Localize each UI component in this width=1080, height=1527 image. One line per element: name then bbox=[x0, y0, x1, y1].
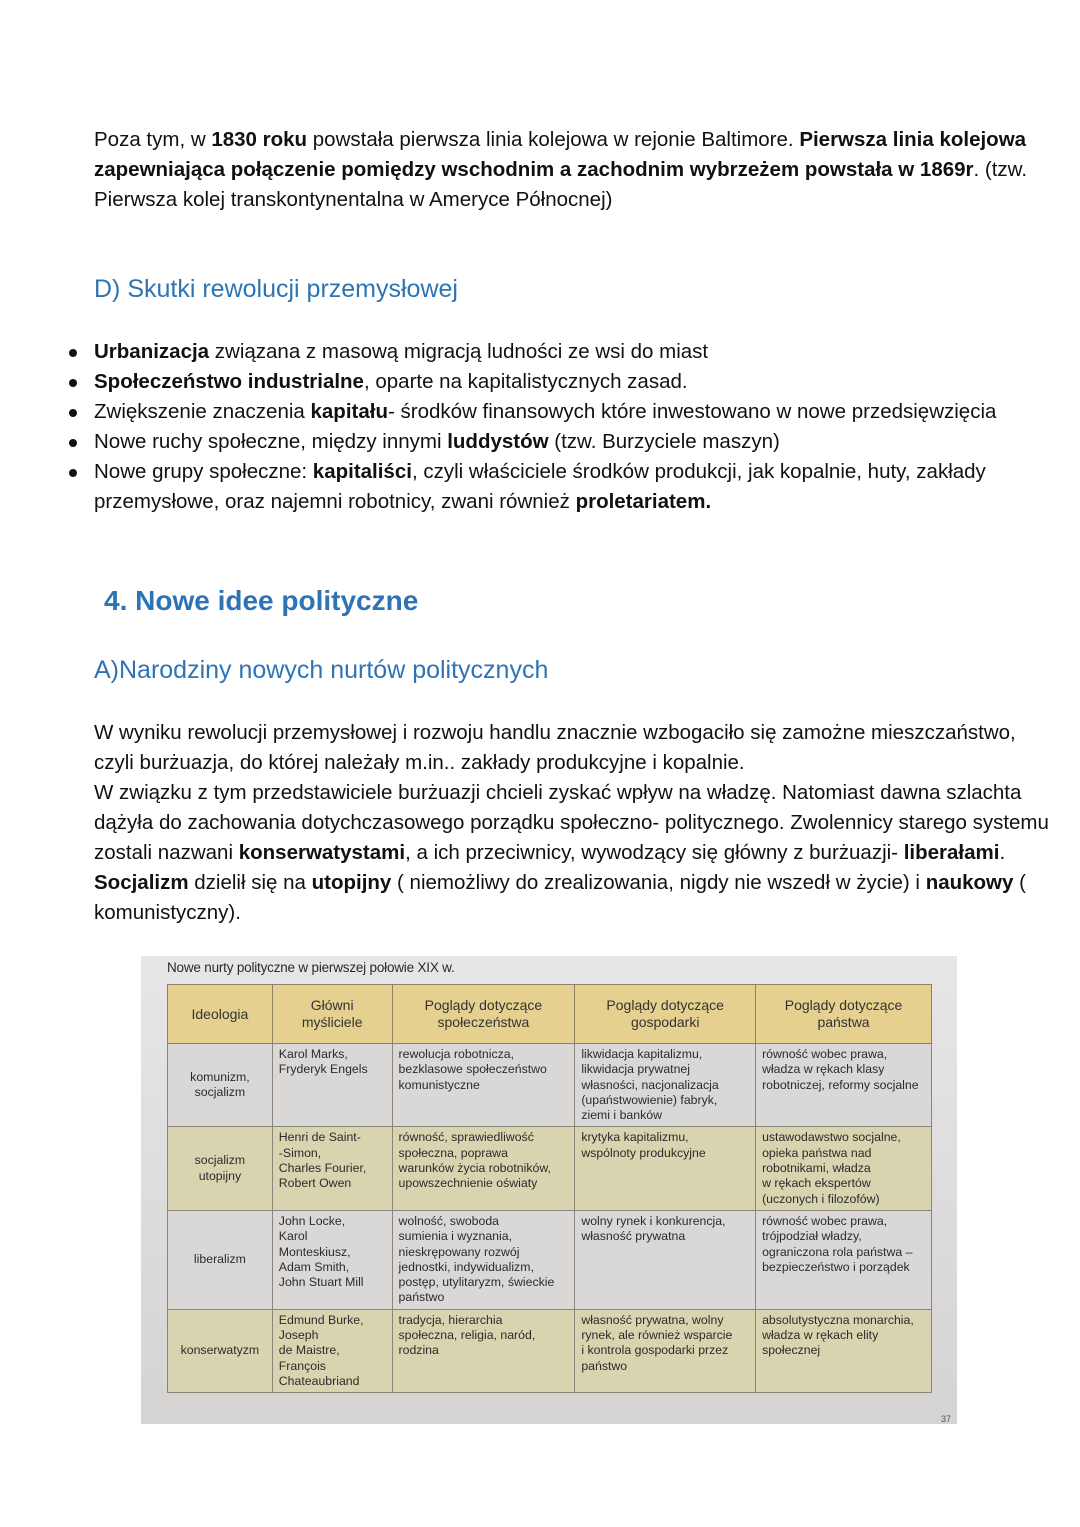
cell-text: Ideologia bbox=[191, 1005, 249, 1022]
cell-text: Karol Marks, bbox=[278, 1047, 348, 1061]
list-item bbox=[60, 397, 1060, 427]
cell-text: państwa bbox=[817, 1014, 870, 1030]
cell-text: społecznej bbox=[762, 1343, 821, 1358]
bullet-icon bbox=[69, 409, 77, 417]
bold-text: Socjalizm bbox=[94, 871, 189, 894]
table-cell bbox=[392, 1309, 575, 1392]
cell-text: (upaństwowienie) fabryk, bbox=[581, 1092, 718, 1107]
political-currents-paragraph bbox=[94, 718, 1054, 928]
text-run: , czyli właściciele środków produkcji, jak kopalnie, huty, zakłady przemysłowe, oraz najemni robotnicy, zwani również bbox=[94, 460, 986, 513]
cell-text: Fryderyk Engels bbox=[278, 1062, 368, 1077]
cell-text: wolny rynek i konkurencja, bbox=[581, 1213, 726, 1228]
cell-text: robotniczej, reformy socjalne bbox=[762, 1077, 919, 1092]
cell-text: likwidacja prywatnej bbox=[581, 1062, 690, 1077]
cell-text: Karol bbox=[278, 1229, 308, 1244]
bold-text: Społeczeństwo industrialne bbox=[94, 370, 364, 393]
cell-text: trójpodział władzy, bbox=[762, 1229, 862, 1244]
ideology-cell bbox=[168, 1127, 273, 1210]
cell-text: absolutystyczna monarchia, bbox=[762, 1312, 914, 1327]
bullet-icon bbox=[69, 379, 77, 387]
cell-text: tradycja, hierarchia bbox=[398, 1312, 503, 1327]
list-item bbox=[60, 337, 1060, 367]
cell-text: opieka państwa nad bbox=[762, 1145, 872, 1160]
cell-text: własność prywatna bbox=[581, 1229, 686, 1244]
table-cell bbox=[272, 1309, 392, 1392]
bold-text: Pierwsza linia kolejowa zapewniająca połączenie pomiędzy wschodnim a zachodnim wybrzeżem powstała w 1869r bbox=[94, 128, 1027, 181]
table-cell bbox=[756, 1309, 932, 1392]
cell-text: ziemi i banków bbox=[581, 1108, 662, 1123]
bold-text: 1830 roku bbox=[211, 128, 308, 151]
ideologies-table bbox=[167, 984, 932, 1393]
cell-text: społeczna, religia, naród, bbox=[398, 1328, 536, 1343]
ideology-cell bbox=[168, 1309, 273, 1392]
table-cell bbox=[575, 1044, 756, 1127]
ideology-cell bbox=[168, 1044, 273, 1127]
text-run: (tzw. Burzyciele maszyn) bbox=[548, 430, 780, 453]
text-run: Zwiększenie znaczenia bbox=[94, 400, 311, 423]
cell-text: równość wobec prawa, bbox=[762, 1047, 888, 1061]
table-cell bbox=[756, 1210, 932, 1309]
text-run: ( komunistyczny). bbox=[94, 871, 1026, 924]
effects-bullet-list bbox=[60, 337, 1060, 517]
cell-text: sumienia i wyznania, bbox=[398, 1229, 512, 1244]
table-cell bbox=[272, 1210, 392, 1309]
column-header bbox=[392, 985, 575, 1044]
cell-text: Monteskiusz, bbox=[278, 1244, 351, 1259]
text-run: powstała pierwsza linia kolejowa w rejonie Baltimore. bbox=[307, 128, 800, 151]
cell-text: myśliciele bbox=[301, 1014, 363, 1030]
table-cell bbox=[272, 1044, 392, 1127]
cell-text: równość wobec prawa, bbox=[762, 1213, 888, 1228]
cell-text: społeczeństwa bbox=[437, 1014, 530, 1030]
textbook-table-photo bbox=[141, 956, 957, 1424]
cell-text: równość, sprawiedliwość bbox=[398, 1130, 534, 1145]
table-cell bbox=[756, 1044, 932, 1127]
text-run: . (tzw. Pierwsza kolej transkontynentalna w Ameryce Północnej) bbox=[94, 158, 1028, 211]
cell-text: Joseph bbox=[278, 1328, 319, 1343]
page-number: 37 bbox=[940, 1414, 951, 1424]
table-cell bbox=[392, 1044, 575, 1127]
cell-text: własność prywatna, wolny bbox=[581, 1312, 724, 1327]
cell-text: Poglądy dotyczące bbox=[606, 997, 724, 1013]
cell-text: Główni bbox=[310, 997, 354, 1013]
cell-text: Robert Owen bbox=[278, 1176, 352, 1191]
text-run: , oparte na kapitalistycznych zasad. bbox=[363, 370, 688, 393]
bullet-icon bbox=[69, 469, 77, 477]
cell-text: rodzina bbox=[398, 1343, 439, 1358]
cell-text: postęp, utylitaryzm, świeckie bbox=[398, 1275, 555, 1290]
cell-text: likwidacja kapitalizmu, bbox=[581, 1047, 703, 1061]
cell-text: ustawodawstwo socjalne, bbox=[762, 1130, 901, 1145]
table-header-row bbox=[168, 985, 932, 1044]
cell-text: liberalizm bbox=[193, 1252, 246, 1267]
column-header bbox=[168, 985, 273, 1044]
cell-text: państwo bbox=[581, 1358, 628, 1373]
cell-text: John Stuart Mill bbox=[278, 1275, 364, 1290]
cell-text: rynek, ale również wsparcie bbox=[581, 1328, 733, 1343]
text-run: W związku z tym przedstawiciele burżuazji chcieli zyskać wpływ na władzę. Natomiast dawna szlachta dążyła do zachowania dotychczasowego porządku społeczno- politycznego. Zwolennicy starego systemu zostali nazwani bbox=[94, 781, 1049, 864]
cell-text: komunizm, bbox=[190, 1069, 250, 1084]
text-run: Nowe grupy społeczne: bbox=[94, 460, 313, 483]
cell-text: Chateaubriand bbox=[278, 1373, 360, 1388]
bold-text: naukowy bbox=[925, 871, 1014, 894]
text-run: W wyniku rewolucji przemysłowej i rozwoju handlu znacznie wzbogaciło się zamożne mieszczaństwo, czyli burżuazja, do której należały m.in.. zakłady produkcyjne i kopalnie. bbox=[94, 721, 1016, 774]
ideology-cell bbox=[168, 1210, 273, 1309]
table-cell bbox=[575, 1127, 756, 1210]
text-run: Nowe ruchy społeczne, między innymi bbox=[94, 430, 448, 453]
list-item bbox=[60, 457, 1060, 517]
cell-text: wolność, swoboda bbox=[398, 1213, 500, 1228]
text-run: dzielił się na bbox=[188, 871, 312, 894]
cell-text: warunków życia robotników, bbox=[398, 1161, 551, 1176]
section-4-heading: 4. Nowe idee polityczne bbox=[104, 585, 419, 616]
cell-text: gospodarki bbox=[630, 1014, 700, 1030]
table-row bbox=[168, 1210, 932, 1309]
table-row bbox=[168, 1127, 932, 1210]
cell-text: Adam Smith, bbox=[278, 1259, 350, 1274]
cell-text: upowszechnienie oświaty bbox=[398, 1176, 538, 1191]
table-cell bbox=[575, 1309, 756, 1392]
cell-text: jednostki, indywidualizm, bbox=[398, 1259, 534, 1274]
text-run: związana z masową migracją ludności ze wsi do miast bbox=[209, 340, 709, 363]
cell-text: społeczna, poprawa bbox=[398, 1145, 508, 1160]
cell-text: Edmund Burke, bbox=[278, 1312, 364, 1327]
section-d-heading: D) Skutki rewolucji przemysłowej bbox=[94, 275, 458, 303]
bold-text: konserwatystami bbox=[238, 841, 406, 864]
cell-text: władza w rękach klasy bbox=[762, 1062, 885, 1077]
table-row bbox=[168, 1309, 932, 1392]
cell-text: i kontrola gospodarki przez bbox=[581, 1343, 729, 1358]
cell-text: bezpieczeństwo i porządek bbox=[762, 1259, 910, 1274]
list-item bbox=[60, 427, 1060, 457]
table-row bbox=[168, 1044, 932, 1127]
cell-text: konserwatyzm bbox=[180, 1343, 260, 1358]
table-cell bbox=[575, 1210, 756, 1309]
bullet-icon bbox=[69, 349, 77, 357]
text-run: , a ich przeciwnicy, wywodzący się główny z burżuazji- bbox=[405, 841, 904, 864]
bullet-icon bbox=[69, 439, 77, 447]
section-4a-subheading: A)Narodziny nowych nurtów politycznych bbox=[94, 656, 549, 684]
cell-text: Henri de Saint- bbox=[278, 1130, 361, 1145]
cell-text: władza w rękach elity bbox=[762, 1328, 879, 1343]
cell-text: państwo bbox=[398, 1290, 445, 1305]
text-run: . bbox=[999, 841, 1006, 864]
cell-text: John Locke, bbox=[278, 1213, 346, 1228]
cell-text: rewolucja robotnicza, bbox=[398, 1047, 515, 1061]
bold-text: utopijny bbox=[311, 871, 392, 894]
cell-text: Poglądy dotyczące bbox=[424, 997, 543, 1013]
cell-text: własności, nacjonalizacja bbox=[581, 1077, 719, 1092]
cell-text: utopijny bbox=[198, 1168, 242, 1183]
list-item bbox=[60, 367, 1060, 397]
text-run: - środków finansowych które inwestowano w nowe przedsięwzięcia bbox=[387, 400, 997, 423]
cell-text: ograniczona rola państwa – bbox=[762, 1244, 913, 1259]
cell-text: de Maistre, bbox=[278, 1343, 340, 1358]
bold-text: Urbanizacja bbox=[94, 340, 210, 363]
cell-text: bezklasowe społeczeństwo bbox=[398, 1062, 547, 1077]
column-header bbox=[575, 985, 756, 1044]
column-header bbox=[272, 985, 392, 1044]
cell-text: wspólnoty produkcyjne bbox=[581, 1145, 706, 1160]
cell-text: nieskrępowany rozwój bbox=[398, 1244, 520, 1259]
cell-text: w rękach ekspertów bbox=[762, 1176, 871, 1191]
cell-text: socjalizm bbox=[194, 1153, 246, 1168]
cell-text: robotnikami, władza bbox=[762, 1161, 871, 1176]
cell-text: (uczonych i filozofów) bbox=[762, 1191, 880, 1206]
bold-text: kapitaliści bbox=[312, 460, 412, 483]
bold-text: luddystów bbox=[447, 430, 549, 453]
cell-text: komunistyczne bbox=[398, 1077, 480, 1092]
cell-text: krytyka kapitalizmu, bbox=[581, 1130, 689, 1145]
table-caption: Nowe nurty polityczne w pierwszej połowie XIX w. bbox=[167, 960, 455, 975]
bold-text: proletariatem. bbox=[575, 490, 712, 513]
table-cell bbox=[392, 1127, 575, 1210]
intro-paragraph bbox=[94, 125, 1054, 215]
table-cell bbox=[272, 1127, 392, 1210]
cell-text: Charles Fourier, bbox=[278, 1161, 367, 1176]
bold-text: liberałami bbox=[903, 841, 1000, 864]
cell-text: socjalizm bbox=[194, 1085, 246, 1100]
cell-text: Poglądy dotyczące bbox=[784, 997, 903, 1013]
text-run: ( niemożliwy do zrealizowania, nigdy nie wszedł w życie) i bbox=[391, 871, 926, 894]
bold-text: kapitału bbox=[310, 400, 388, 423]
column-header bbox=[756, 985, 932, 1044]
cell-text: -Simon, bbox=[278, 1145, 322, 1160]
table-cell bbox=[392, 1210, 575, 1309]
text-run: Poza tym, w bbox=[94, 128, 212, 151]
table-cell bbox=[756, 1127, 932, 1210]
cell-text: François bbox=[278, 1358, 326, 1373]
